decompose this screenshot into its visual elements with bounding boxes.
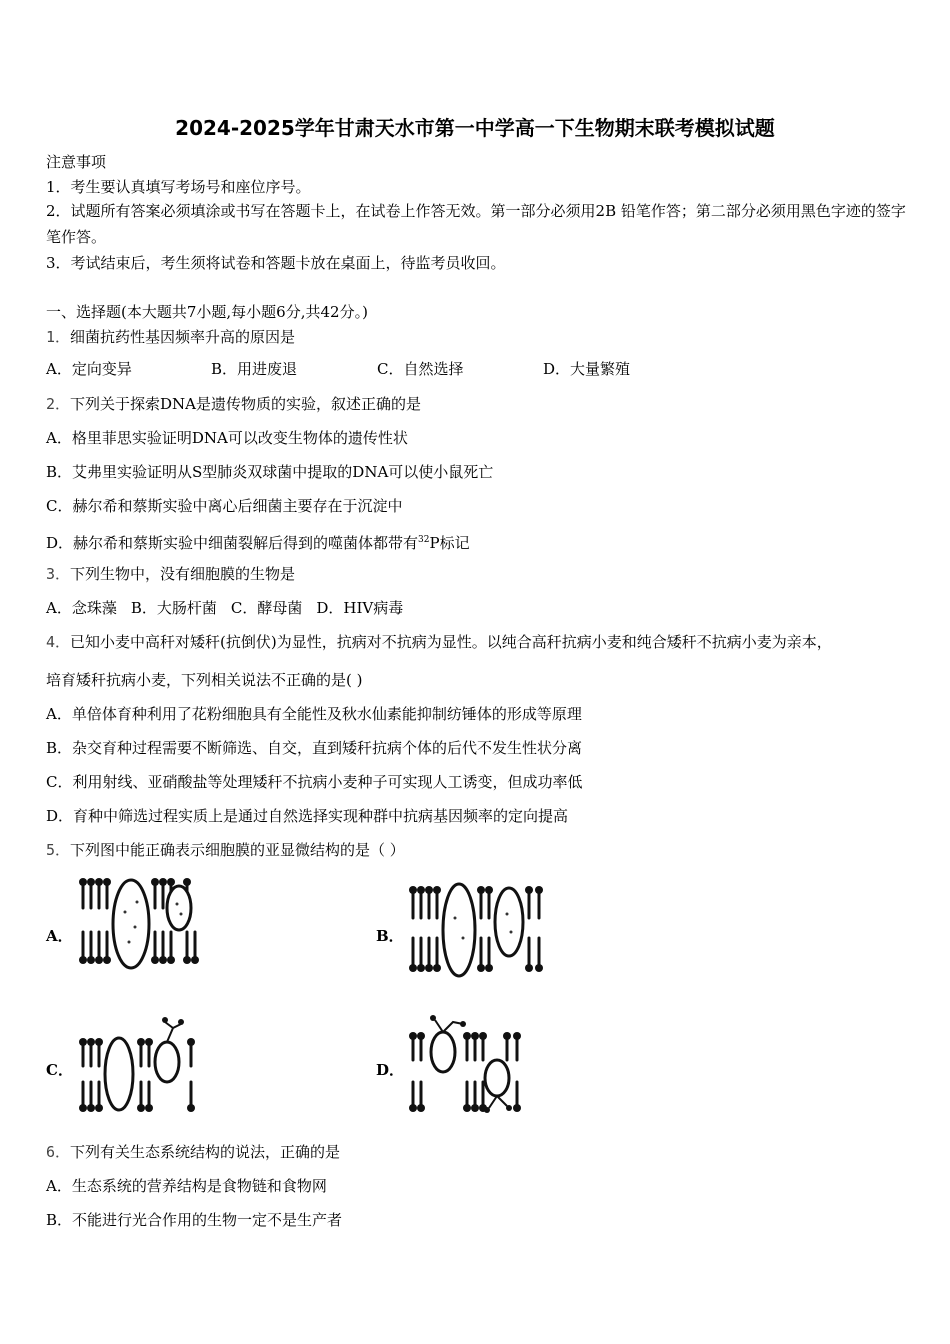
question-1-options: [46, 359, 630, 379]
question-stem: 下列有关生态系统结构的说法，正确的是: [70, 1143, 341, 1161]
option-d: D．大量繁殖: [543, 360, 631, 378]
notice-heading: 注意事项: [46, 153, 107, 171]
question-number: 4．: [46, 633, 71, 651]
question-number: 1．: [46, 328, 71, 346]
question-5: [46, 840, 405, 860]
option-d-text: D．赫尔希和蔡斯实验中细菌裂解后得到的噬菌体都带有: [46, 534, 419, 552]
option-c: C．赫尔希和蔡斯实验中离心后细菌主要存在于沉淀中: [46, 497, 403, 515]
section-heading: 一、选择题(本大题共7小题,每小题6分,共42分。): [46, 303, 368, 321]
option-b: B．杂交育种过程需要不断筛选、自交，直到矮秆抗病个体的后代不发生性状分离: [46, 739, 583, 757]
membrane-figure-d: [405, 1008, 535, 1120]
isotope-superscript: 32: [418, 535, 430, 545]
option-a: A．格里菲思实验证明DNA可以改变生物体的遗传性状: [46, 429, 408, 447]
figure-label-b: B．: [376, 927, 404, 945]
option-a: A．单倍体育种利用了花粉细胞具有全能性及秋水仙素能抑制纺锤体的形成等原理: [46, 705, 582, 723]
option-b: B．用进废退: [211, 360, 298, 378]
question-stem: 下列图中能正确表示细胞膜的亚显微结构的是（ ）: [70, 841, 405, 859]
option-a: A．念珠藻: [46, 599, 117, 617]
option-b: B．大肠杆菌: [130, 599, 217, 617]
figure-label-a: A．: [46, 927, 73, 945]
membrane-figure-c: [75, 1010, 205, 1120]
notice-item-1: 1．考生要认真填写考场号和座位序号。: [46, 178, 311, 196]
question-stem-line1: 已知小麦中高秆对矮秆(抗倒伏)为显性，抗病对不抗病为显性。以纯合高秆抗病小麦和纯合矮秆不抗病小麦为亲本，: [70, 633, 832, 651]
figure-label-d: D．: [376, 1061, 405, 1079]
notice-item-2: 2．试题所有答案必须填涂或书写在答题卡上，在试卷上作答无效。第一部分必须用2B 铅笔作答；第二部分必须用黑色字迹的签字笔作答。: [46, 202, 906, 246]
question-6: [46, 1142, 340, 1162]
option-d: [46, 530, 470, 553]
question-4: [46, 632, 832, 652]
question-1: [46, 327, 295, 347]
option-b: B．艾弗里实验证明从S型肺炎双球菌中提取的DNA可以使小鼠死亡: [46, 463, 494, 481]
membrane-figure-a: [75, 872, 205, 980]
question-number: 2．: [46, 395, 71, 413]
option-a: A．生态系统的营养结构是食物链和食物网: [46, 1177, 327, 1195]
question-stem: 下列生物中，没有细胞膜的生物是: [70, 565, 296, 583]
page-title: 2024-2025学年甘肃天水市第一中学高一下生物期末联考模拟试题: [175, 116, 775, 140]
option-c: C．酵母菌: [230, 599, 303, 617]
option-d: D．育种中筛选过程实质上是通过自然选择实现种群中抗病基因频率的定向提高: [46, 807, 569, 825]
question-stem: 细菌抗药性基因频率升高的原因是: [70, 328, 296, 346]
figure-label-c: C．: [46, 1061, 73, 1079]
membrane-figure-b: [405, 878, 553, 982]
question-stem: 下列关于探索DNA是遗传物质的实验，叙述正确的是: [70, 395, 422, 413]
question-2: [46, 394, 421, 414]
notice-item-3: 3．考试结束后，考生须将试卷和答题卡放在桌面上，待监考员收回。: [46, 254, 506, 272]
question-number: 3．: [46, 565, 71, 583]
question-3-options: [46, 598, 403, 618]
question-number: 6．: [46, 1143, 71, 1161]
option-c: C．自然选择: [377, 360, 464, 378]
option-d-text-end: P标记: [429, 534, 470, 552]
question-3: [46, 564, 295, 584]
question-4-stem-line2: 培育矮秆抗病小麦，下列相关说法不正确的是( ): [46, 671, 363, 689]
option-c: C．利用射线、亚硝酸盐等处理矮秆不抗病小麦种子可实现人工诱变，但成功率低: [46, 773, 583, 791]
option-b: B．不能进行光合作用的生物一定不是生产者: [46, 1211, 343, 1229]
option-d: D．HIV病毒: [316, 599, 404, 617]
option-a: A．定向变异: [46, 360, 132, 378]
question-number: 5．: [46, 841, 71, 859]
